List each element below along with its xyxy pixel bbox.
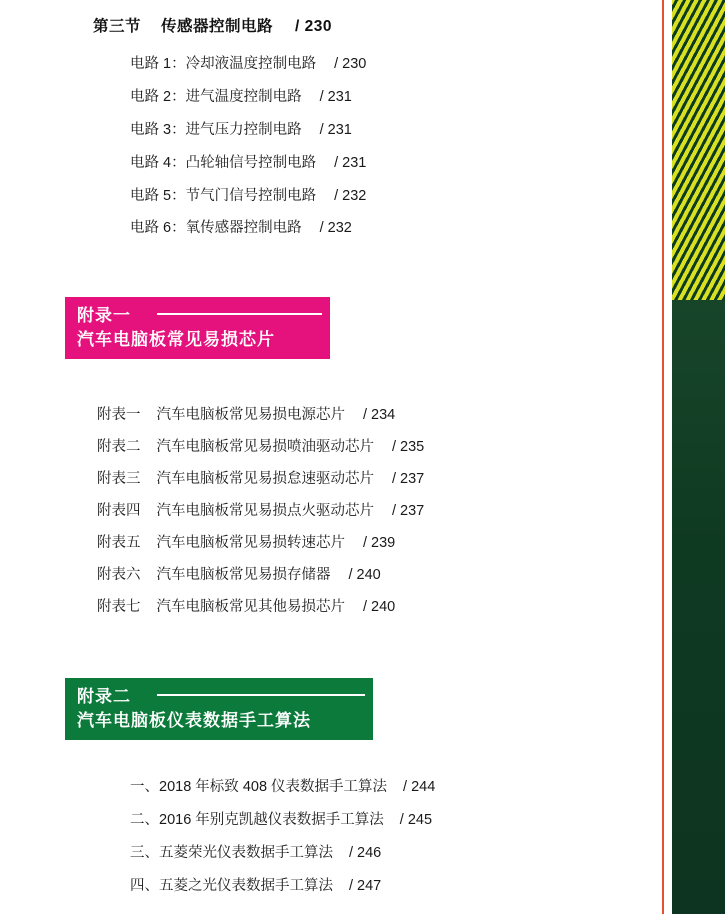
appendix-entry[interactable]	[130, 874, 381, 895]
toc-entry[interactable]	[130, 85, 352, 106]
toc-entry-label: 电路 6：氧传感器控制电路	[130, 220, 302, 236]
appendix-one-banner	[65, 297, 330, 359]
appendix-entry[interactable]	[97, 435, 424, 456]
appendix-entry-page: / 234	[363, 407, 396, 423]
appendix-entry-label: 附表七	[97, 599, 141, 615]
appendix-two-subtitle: 汽车电脑板仪表数据手工算法	[77, 711, 311, 730]
toc-entry[interactable]	[130, 184, 366, 205]
appendix-entry-title: 汽车电脑板常见易损喷油驱动芯片	[156, 439, 374, 455]
section-number: 第三节	[93, 18, 142, 35]
appendix-entry[interactable]	[97, 467, 424, 488]
appendix-entry-label: 一、2018 年标致 408 仪表数据手工算法	[130, 779, 388, 795]
appendix-entry[interactable]	[130, 841, 381, 862]
toc-entry-label: 电路 3：进气压力控制电路	[130, 122, 302, 138]
appendix-entry-label: 四、五菱之光仪表数据手工算法	[130, 878, 333, 894]
appendix-one-title: 附录一	[77, 306, 131, 325]
appendix-entry-label: 附表一	[97, 407, 141, 423]
toc-entry[interactable]	[130, 151, 366, 172]
appendix-entry-label: 三、五菱荣光仪表数据手工算法	[130, 845, 333, 861]
toc-entry-page: / 231	[319, 122, 352, 138]
edge-white-margin	[653, 0, 662, 914]
appendix-entry-label: 二、2016 年别克凯越仪表数据手工算法	[130, 812, 384, 828]
appendix-entry-title: 汽车电脑板常见易损存储器	[156, 567, 331, 583]
toc-entry-page: / 230	[334, 56, 367, 72]
edge-diagonal-stripes	[672, 0, 725, 300]
toc-entry-page: / 231	[319, 89, 352, 105]
page-edge-decoration	[653, 0, 725, 914]
appendix-entry-title: 汽车电脑板常见易损电源芯片	[156, 407, 345, 423]
appendix-entry-label: 附表六	[97, 567, 141, 583]
appendix-two-title: 附录二	[77, 687, 131, 706]
appendix-one-subtitle: 汽车电脑板常见易损芯片	[77, 330, 275, 349]
appendix-entry-page: / 247	[349, 878, 382, 894]
appendix-entry[interactable]	[97, 531, 395, 552]
appendix-entry-page: / 246	[349, 845, 382, 861]
toc-entry-label: 电路 5：节气门信号控制电路	[130, 188, 317, 204]
appendix-entry-title: 汽车电脑板常见易损点火驱动芯片	[156, 503, 374, 519]
appendix-entry-label: 附表四	[97, 503, 141, 519]
toc-entry-page: / 231	[334, 155, 367, 171]
appendix-entry-page: / 244	[403, 779, 436, 795]
section-heading	[93, 14, 332, 36]
appendix-two-banner	[65, 678, 373, 740]
edge-white-margin-inner	[664, 0, 672, 914]
appendix-entry-label: 附表三	[97, 471, 141, 487]
appendix-entry-label: 附表五	[97, 535, 141, 551]
edge-solid-green-band	[672, 300, 725, 914]
section-title: 传感器控制电路	[161, 18, 274, 35]
toc-entry-label: 电路 2：进气温度控制电路	[130, 89, 302, 105]
banner-rule	[157, 694, 365, 696]
appendix-entry-title: 汽车电脑板常见易损转速芯片	[156, 535, 345, 551]
section-page: / 230	[295, 18, 333, 35]
toc-entry[interactable]	[130, 52, 366, 73]
banner-rule	[157, 313, 322, 315]
appendix-entry-label: 附表二	[97, 439, 141, 455]
appendix-entry[interactable]	[97, 563, 381, 584]
appendix-entry[interactable]	[97, 595, 395, 616]
appendix-entry[interactable]	[97, 499, 424, 520]
appendix-entry-title: 汽车电脑板常见其他易损芯片	[156, 599, 345, 615]
appendix-entry-page: / 235	[392, 439, 425, 455]
appendix-entry[interactable]	[130, 775, 435, 796]
appendix-entry-page: / 237	[392, 503, 425, 519]
appendix-entry-title: 汽车电脑板常见易损怠速驱动芯片	[156, 471, 374, 487]
toc-entry-page: / 232	[319, 220, 352, 236]
toc-entry[interactable]	[130, 118, 352, 139]
appendix-entry-page: / 239	[363, 535, 396, 551]
appendix-entry-page: / 240	[348, 567, 381, 583]
appendix-entry-page: / 237	[392, 471, 425, 487]
appendix-entry[interactable]	[130, 808, 432, 829]
appendix-entry-page: / 245	[399, 812, 433, 828]
toc-entry-label: 电路 4：凸轮轴信号控制电路	[130, 155, 317, 171]
toc-entry-label: 电路 1：冷却液温度控制电路	[130, 56, 317, 72]
appendix-entry[interactable]	[97, 403, 395, 424]
appendix-entry-page: / 240	[363, 599, 396, 615]
toc-entry-page: / 232	[334, 188, 367, 204]
toc-entry[interactable]	[130, 216, 352, 237]
